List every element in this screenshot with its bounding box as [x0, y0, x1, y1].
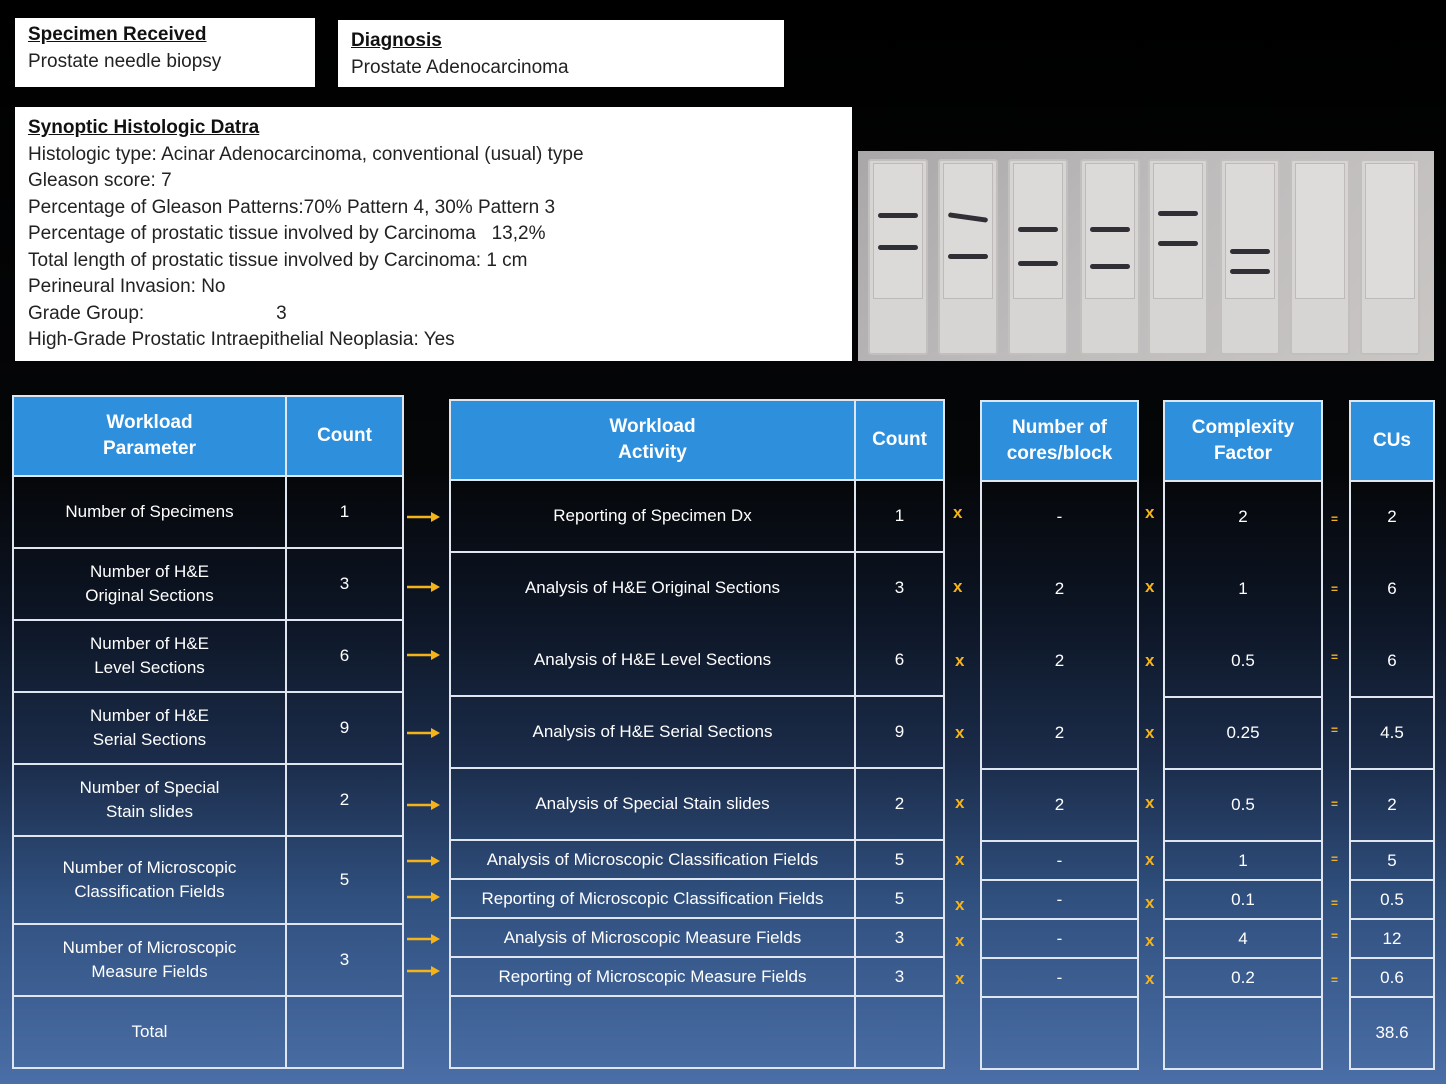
arrow-right-icon [407, 727, 441, 739]
multiply-symbol: x [955, 895, 965, 914]
cus-value: 4.5 [1350, 697, 1434, 769]
multiply-symbol: x [955, 850, 965, 869]
activity-total-count [855, 996, 944, 1068]
param-count: 9 [286, 692, 403, 764]
multiply-symbol: x [1145, 931, 1155, 950]
multiply-symbol: x [955, 651, 965, 670]
activity-name: Analysis of H&E Original Sections [450, 552, 855, 624]
header-cus: CUs [1350, 401, 1434, 481]
glass-slide [938, 159, 998, 355]
cores-total [981, 997, 1138, 1069]
equals-symbol: = [1331, 582, 1339, 596]
param-total-count [286, 996, 403, 1068]
complexity-value: 2 [1164, 481, 1322, 553]
glass-slide [1148, 159, 1208, 355]
complexity-value: 1 [1164, 553, 1322, 625]
arrow-right-icon [407, 649, 441, 661]
workload-parameter-table [12, 395, 404, 1069]
synoptic-line: Perineural Invasion: No [28, 276, 226, 297]
cus-total: 38.6 [1350, 997, 1434, 1069]
activity-count: 9 [855, 696, 944, 768]
header-workload-activity: Workload Activity [450, 400, 855, 480]
glass-slide [1008, 159, 1068, 355]
header-cores: Number of cores/block [981, 401, 1138, 481]
equals-symbol: = [1331, 723, 1339, 737]
specimen-value: Prostate needle biopsy [28, 50, 222, 72]
activity-count: 2 [855, 768, 944, 840]
synoptic-line: High-Grade Prostatic Intraepithelial Neoplasia: Yes [28, 329, 455, 350]
complexity-value: 0.5 [1164, 769, 1322, 841]
slides-photo [858, 151, 1434, 361]
glass-slide [868, 159, 928, 355]
param-name: Number of H&E Level Sections [13, 620, 286, 692]
complexity-value: 0.25 [1164, 697, 1322, 769]
param-count: 3 [286, 924, 403, 996]
complexity-value: 4 [1164, 919, 1322, 958]
glass-slide [1080, 159, 1140, 355]
multiply-symbol: x [1145, 651, 1155, 670]
synoptic-line: Percentage of prostatic tissue involved by Carcinoma 13,2% [28, 223, 546, 244]
equals-symbol: = [1331, 650, 1339, 664]
arrow-right-icon [407, 581, 441, 593]
activity-name: Analysis of H&E Serial Sections [450, 696, 855, 768]
multiply-symbol: x [1145, 503, 1155, 522]
activity-name: Analysis of Microscopic Measure Fields [450, 918, 855, 957]
diagnosis-box [338, 20, 784, 87]
activity-name: Analysis of H&E Level Sections [450, 624, 855, 696]
multiply-symbol: x [1145, 893, 1155, 912]
synoptic-line: Percentage of Gleason Patterns:70% Pattern 4, 30% Pattern 3 [28, 196, 556, 218]
activity-name: Reporting of Microscopic Classification Fields [450, 879, 855, 918]
cores-value: - [981, 481, 1138, 553]
complexity-value: 0.1 [1164, 880, 1322, 919]
specimen-heading: Specimen Received [28, 24, 207, 45]
header-workload-parameter: Workload Parameter [13, 396, 286, 476]
cus-value: 6 [1350, 553, 1434, 625]
complexity-value: 0.5 [1164, 625, 1322, 697]
header-complexity: Complexity Factor [1164, 401, 1322, 481]
arrow-right-icon [407, 511, 441, 523]
synoptic-heading: Synoptic Histologic Datra [28, 117, 260, 138]
cus-value: 0.5 [1350, 880, 1434, 919]
equals-symbol: = [1331, 896, 1339, 910]
cores-table [980, 400, 1139, 1070]
param-name: Number of H&E Serial Sections [13, 692, 286, 764]
activity-count: 3 [855, 918, 944, 957]
equals-symbol: = [1331, 512, 1339, 526]
activity-name: Reporting of Specimen Dx [450, 480, 855, 552]
multiply-symbol: x [955, 723, 965, 742]
param-name: Number of Microscopic Classification Fields [13, 836, 286, 924]
cores-value: - [981, 919, 1138, 958]
param-count: 3 [286, 548, 403, 620]
cus-value: 6 [1350, 625, 1434, 697]
header-count: Count [286, 396, 403, 476]
specimen-box [15, 18, 315, 87]
param-name: Number of H&E Original Sections [13, 548, 286, 620]
complexity-value: 0.2 [1164, 958, 1322, 997]
synoptic-line: Gleason score: 7 [28, 170, 172, 191]
param-name: Number of Microscopic Measure Fields [13, 924, 286, 996]
cores-value: 2 [981, 769, 1138, 841]
activity-count: 3 [855, 552, 944, 624]
cus-value: 0.6 [1350, 958, 1434, 997]
glass-slide [1220, 159, 1280, 355]
multiply-symbol: x [955, 793, 965, 812]
activity-count: 3 [855, 957, 944, 996]
diagnosis-value: Prostate Adenocarcinoma [351, 56, 569, 78]
activity-count: 5 [855, 879, 944, 918]
multiply-symbol: x [1145, 793, 1155, 812]
multiply-symbol: x [953, 577, 963, 596]
cus-value: 2 [1350, 481, 1434, 553]
workload-activity-table [449, 399, 945, 1069]
cores-value: - [981, 880, 1138, 919]
param-name: Number of Specimens [13, 476, 286, 548]
synoptic-line: Grade Group: 3 [28, 302, 287, 324]
multiply-symbol: x [1145, 577, 1155, 596]
cores-value: - [981, 958, 1138, 997]
complexity-total [1164, 997, 1322, 1069]
activity-name: Analysis of Special Stain slides [450, 768, 855, 840]
synoptic-box [15, 107, 852, 361]
cus-value: 2 [1350, 769, 1434, 841]
arrow-right-icon [407, 799, 441, 811]
param-name: Number of Special Stain slides [13, 764, 286, 836]
cus-value: 5 [1350, 841, 1434, 880]
complexity-table [1163, 400, 1323, 1070]
equals-symbol: = [1331, 973, 1339, 987]
multiply-symbol: x [953, 503, 963, 522]
activity-total [450, 996, 855, 1068]
param-total-label: Total [13, 996, 286, 1068]
header-activity-count: Count [855, 400, 944, 480]
equals-symbol: = [1331, 929, 1339, 943]
synoptic-line: Histologic type: Acinar Adenocarcinoma, conventional (usual) type [28, 143, 584, 165]
diagnosis-heading: Diagnosis [351, 30, 442, 51]
activity-count: 1 [855, 480, 944, 552]
activity-name: Analysis of Microscopic Classification Fields [450, 840, 855, 879]
multiply-symbol: x [955, 931, 965, 950]
cores-value: - [981, 841, 1138, 880]
equals-symbol: = [1331, 852, 1339, 866]
arrow-right-icon [407, 933, 441, 945]
equals-symbol: = [1331, 797, 1339, 811]
cores-value: 2 [981, 625, 1138, 697]
glass-slide [1360, 159, 1420, 355]
param-count: 5 [286, 836, 403, 924]
multiply-symbol: x [1145, 969, 1155, 988]
cus-value: 12 [1350, 919, 1434, 958]
activity-name: Reporting of Microscopic Measure Fields [450, 957, 855, 996]
cores-value: 2 [981, 553, 1138, 625]
cus-table [1349, 400, 1435, 1070]
arrow-right-icon [407, 965, 441, 977]
activity-count: 6 [855, 624, 944, 696]
param-count: 6 [286, 620, 403, 692]
synoptic-line: Total length of prostatic tissue involved by Carcinoma: 1 cm [28, 249, 528, 271]
multiply-symbol: x [955, 969, 965, 988]
cores-value: 2 [981, 697, 1138, 769]
activity-count: 5 [855, 840, 944, 879]
arrow-right-icon [407, 891, 441, 903]
multiply-symbol: x [1145, 723, 1155, 742]
param-count: 2 [286, 764, 403, 836]
arrow-right-icon [407, 855, 441, 867]
multiply-symbol: x [1145, 850, 1155, 869]
param-count: 1 [286, 476, 403, 548]
glass-slide [1290, 159, 1350, 355]
complexity-value: 1 [1164, 841, 1322, 880]
